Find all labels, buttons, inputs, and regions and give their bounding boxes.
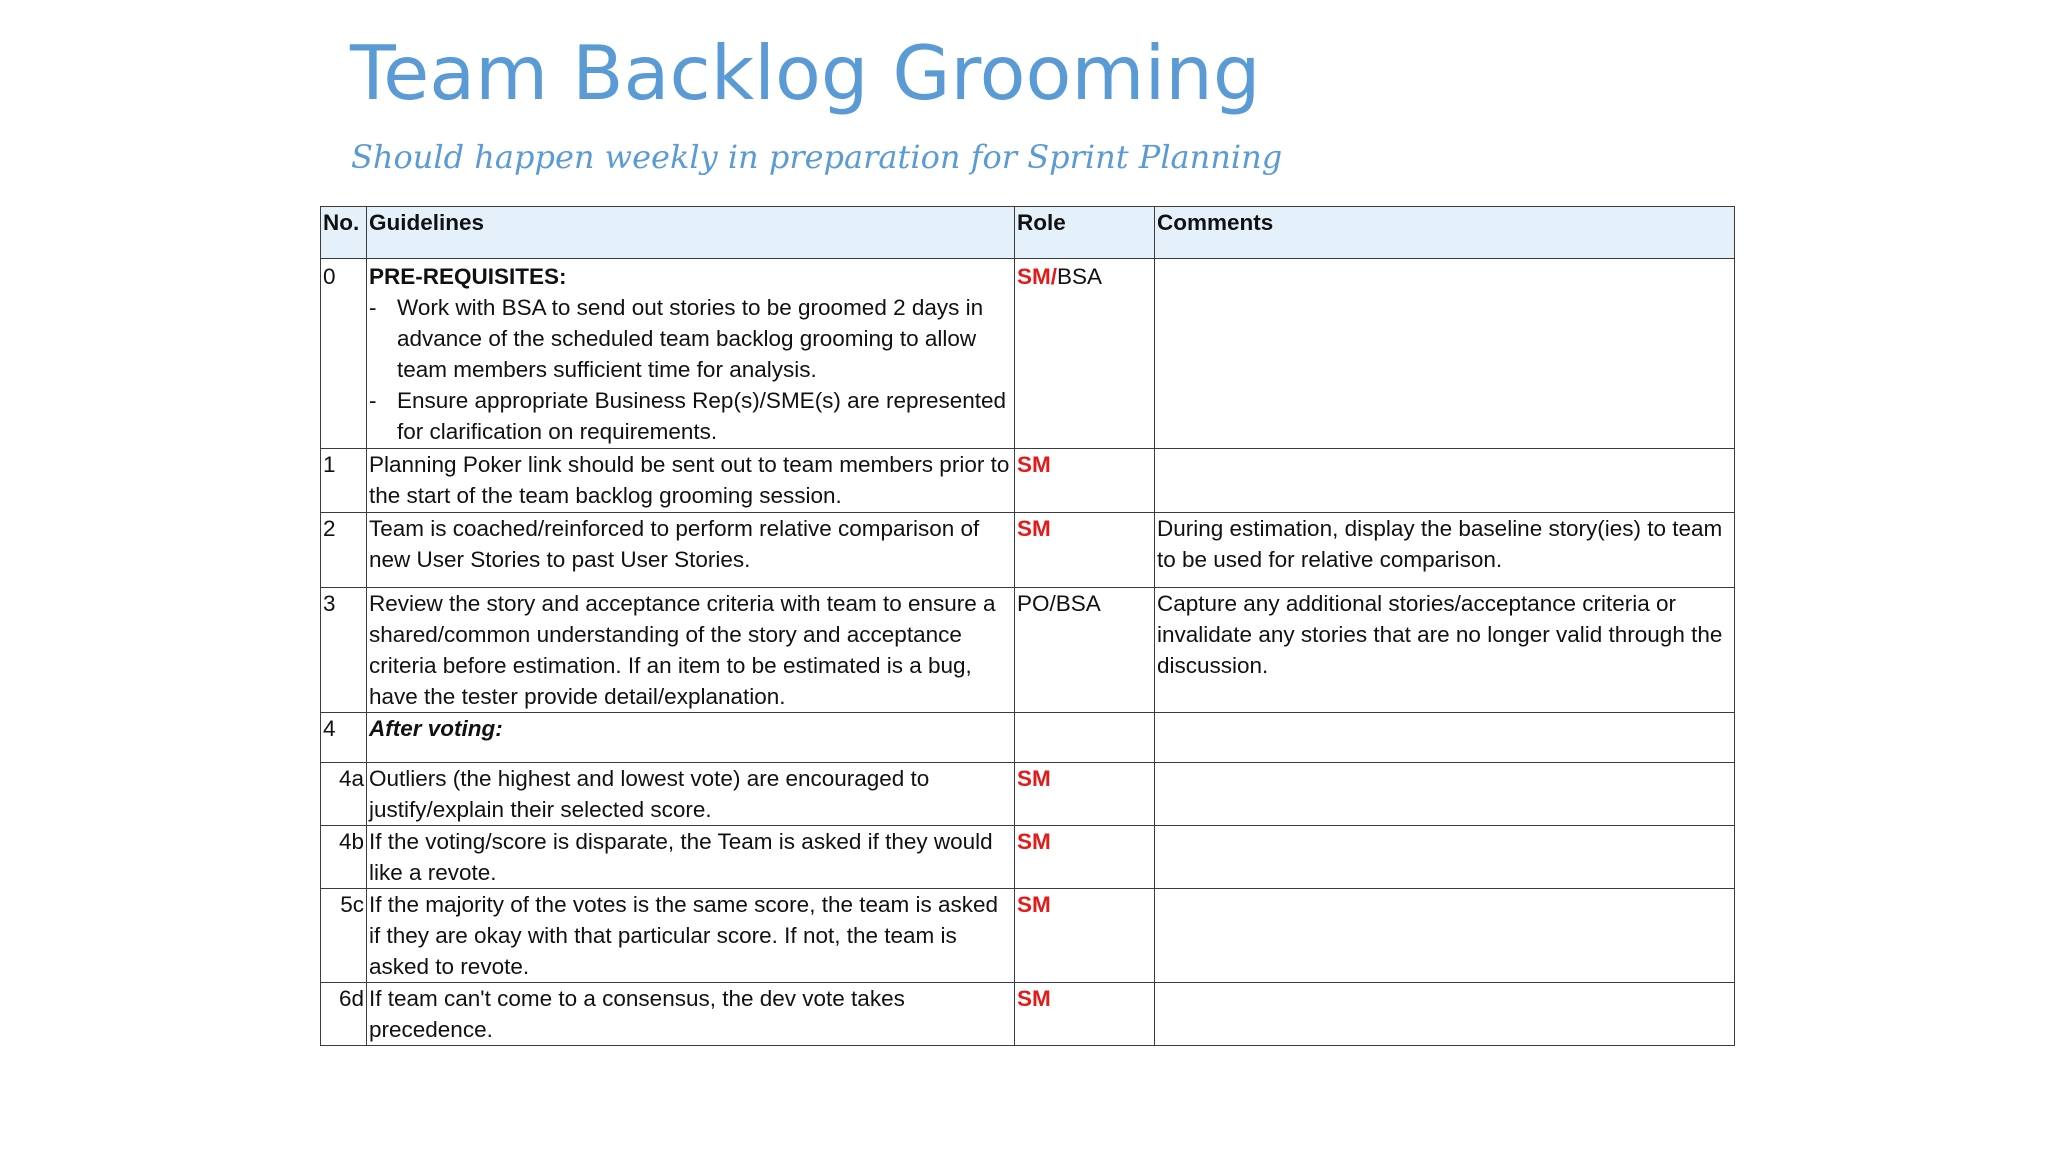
table-row <box>321 826 1735 889</box>
row-number: 4a <box>321 763 367 826</box>
guideline-cell: If the majority of the votes is the same score, the team is asked if they are okay with that particular score. If not, the team is asked to revote. <box>367 889 1015 983</box>
column-header-guidelines: Guidelines <box>367 207 1015 259</box>
guideline-cell: Review the story and acceptance criteria with team to ensure a shared/common understanding of the story and acceptance criteria before estimation. If an item to be estimated is a bug, have the tester provide detail/explanation. <box>367 588 1015 713</box>
role-highlight: SM <box>1017 986 1051 1011</box>
role-cell <box>1015 826 1155 889</box>
guideline-cell: If the voting/score is disparate, the Team is asked if they would like a revote. <box>367 826 1015 889</box>
role-highlight: SM/ <box>1017 264 1058 289</box>
row-number: 5c <box>321 889 367 983</box>
role-cell <box>1015 259 1155 449</box>
slide-title: Team Backlog Grooming <box>350 29 1261 117</box>
comments-cell: During estimation, display the baseline story(ies) to team to be used for relative comparison. <box>1155 513 1735 588</box>
comments-cell <box>1155 826 1735 889</box>
table-row <box>321 889 1735 983</box>
guideline-cell: Outliers (the highest and lowest vote) are encouraged to justify/explain their selected score. <box>367 763 1015 826</box>
table-row <box>321 588 1735 713</box>
list-item: - Ensure appropriate Business Rep(s)/SME(s) are represented for clarification on requirements. <box>369 385 1012 447</box>
comments-cell: Capture any additional stories/acceptance criteria or invalidate any stories that are no longer valid through the discussion. <box>1155 588 1735 713</box>
comments-cell <box>1155 449 1735 513</box>
row-number: 4b <box>321 826 367 889</box>
role-highlight: SM <box>1017 766 1051 791</box>
role-highlight: SM <box>1017 516 1051 541</box>
table-row <box>321 513 1735 588</box>
table-row <box>321 713 1735 763</box>
guideline-cell: If team can't come to a consensus, the dev vote takes precedence. <box>367 983 1015 1046</box>
role-plain: BSA <box>1057 264 1103 289</box>
guideline-cell: After voting: <box>367 713 1015 763</box>
list-item: - Work with BSA to send out stories to be groomed 2 days in advance of the scheduled team backlog grooming to allow team members sufficient time for analysis. <box>369 292 1012 385</box>
guideline-cell <box>367 259 1015 449</box>
prerequisites-heading: PRE-REQUISITES: <box>369 264 567 289</box>
comments-cell <box>1155 763 1735 826</box>
row-number: 3 <box>321 588 367 713</box>
table-row <box>321 763 1735 826</box>
role-cell <box>1015 889 1155 983</box>
comments-cell <box>1155 713 1735 763</box>
row-number: 4 <box>321 713 367 763</box>
role-cell <box>1015 763 1155 826</box>
guideline-cell: Planning Poker link should be sent out to team members prior to the start of the team backlog grooming session. <box>367 449 1015 513</box>
comments-cell <box>1155 983 1735 1046</box>
role-cell <box>1015 983 1155 1046</box>
column-header-no: No. <box>321 207 367 259</box>
guideline-cell: Team is coached/reinforced to perform relative comparison of new User Stories to past User Stories. <box>367 513 1015 588</box>
guidelines-table <box>320 206 1735 1046</box>
role-cell <box>1015 713 1155 763</box>
role-highlight: SM <box>1017 892 1051 917</box>
table-row <box>321 449 1735 513</box>
row-number: 0 <box>321 259 367 449</box>
row-number: 2 <box>321 513 367 588</box>
table-header-row <box>321 207 1735 259</box>
role-cell <box>1015 588 1155 713</box>
comments-cell <box>1155 259 1735 449</box>
prerequisites-list <box>369 292 1012 447</box>
column-header-role: Role <box>1015 207 1155 259</box>
role-cell <box>1015 449 1155 513</box>
comments-cell <box>1155 889 1735 983</box>
role-cell <box>1015 513 1155 588</box>
slide-subtitle: Should happen weekly in preparation for Sprint Planning <box>351 138 1283 176</box>
role-plain: PO/BSA <box>1017 591 1101 616</box>
role-highlight: SM <box>1017 452 1051 477</box>
row-number: 6d <box>321 983 367 1046</box>
table-row <box>321 983 1735 1046</box>
row-number: 1 <box>321 449 367 513</box>
column-header-comments: Comments <box>1155 207 1735 259</box>
table-row <box>321 259 1735 449</box>
role-highlight: SM <box>1017 829 1051 854</box>
